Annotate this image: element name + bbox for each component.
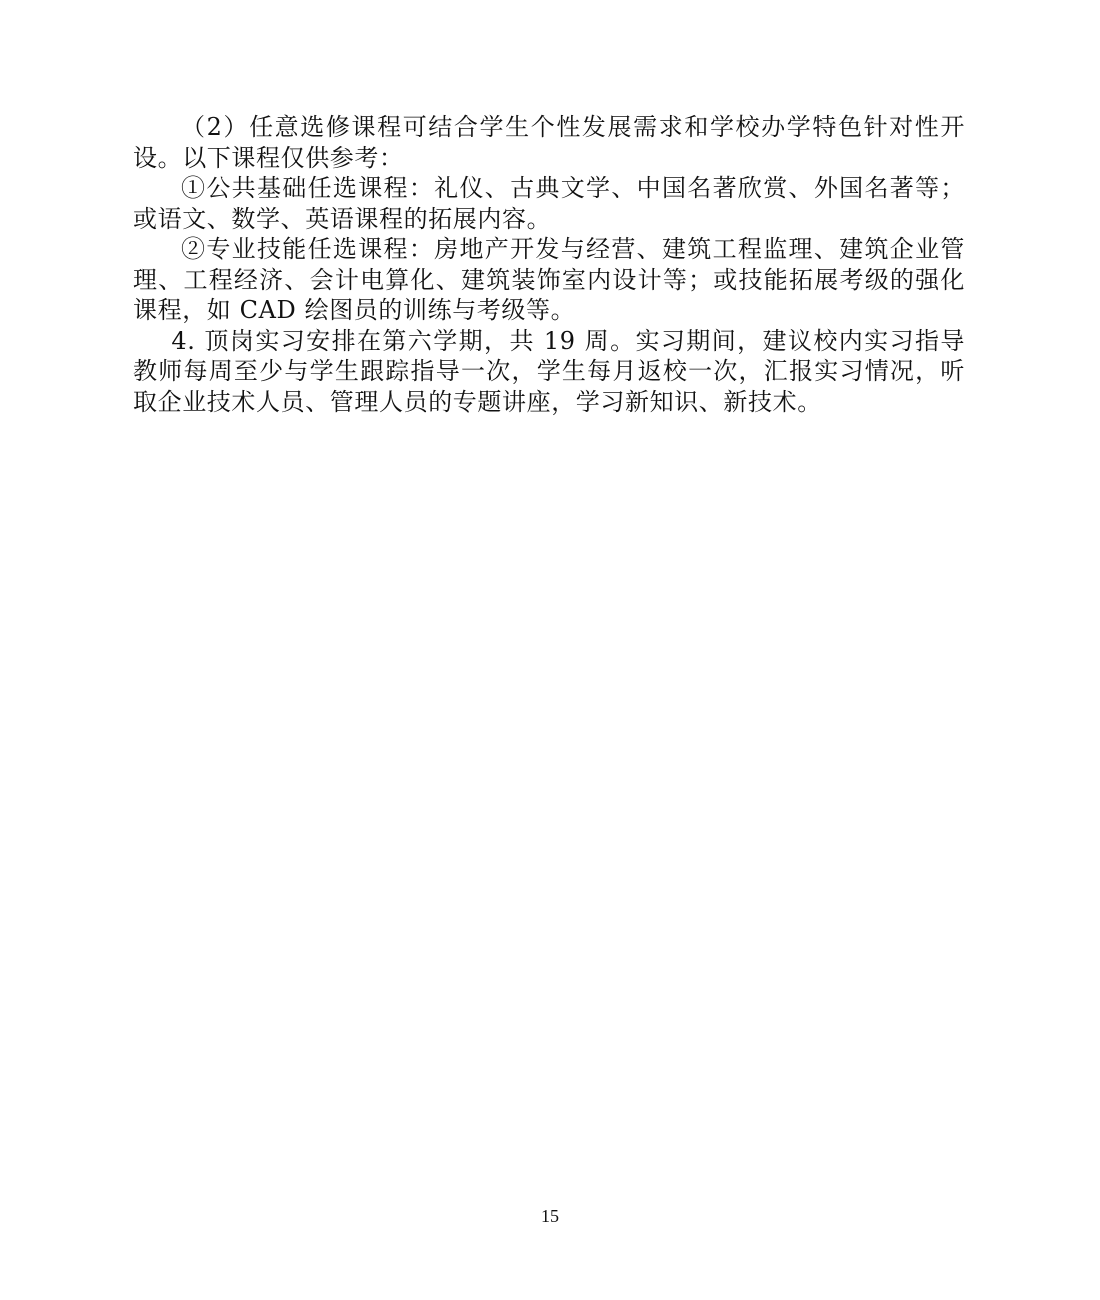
paragraph-elective-courses: （2）任意选修课程可结合学生个性发展需求和学校办学特色针对性开设。以下课程仅供参考： [133, 113, 965, 172]
page-number: 15 [541, 1206, 559, 1226]
paragraph-public-basic-electives: ①公共基础任选课程：礼仪、古典文学、中国名著欣赏、外国名著等；或语文、数学、英语课程的拓展内容。 [133, 174, 965, 233]
paragraph-internship: 4. 顶岗实习安排在第六学期，共 19 周。实习期间，建议校内实习指导教师每周至少与学生跟踪指导一次，学生每月返校一次，汇报实习情况，听取企业技术人员、管理人员的专题讲座，学习新知识、新技术。 [133, 326, 965, 416]
document-body [133, 112, 965, 417]
paragraph-professional-skill-electives: ②专业技能任选课程：房地产开发与经营、建筑工程监理、建筑企业管理、工程经济、会计电算化、建筑装饰室内设计等；或技能拓展考级的强化课程，如 CAD 绘图员的训练与考级等。 [133, 235, 965, 324]
